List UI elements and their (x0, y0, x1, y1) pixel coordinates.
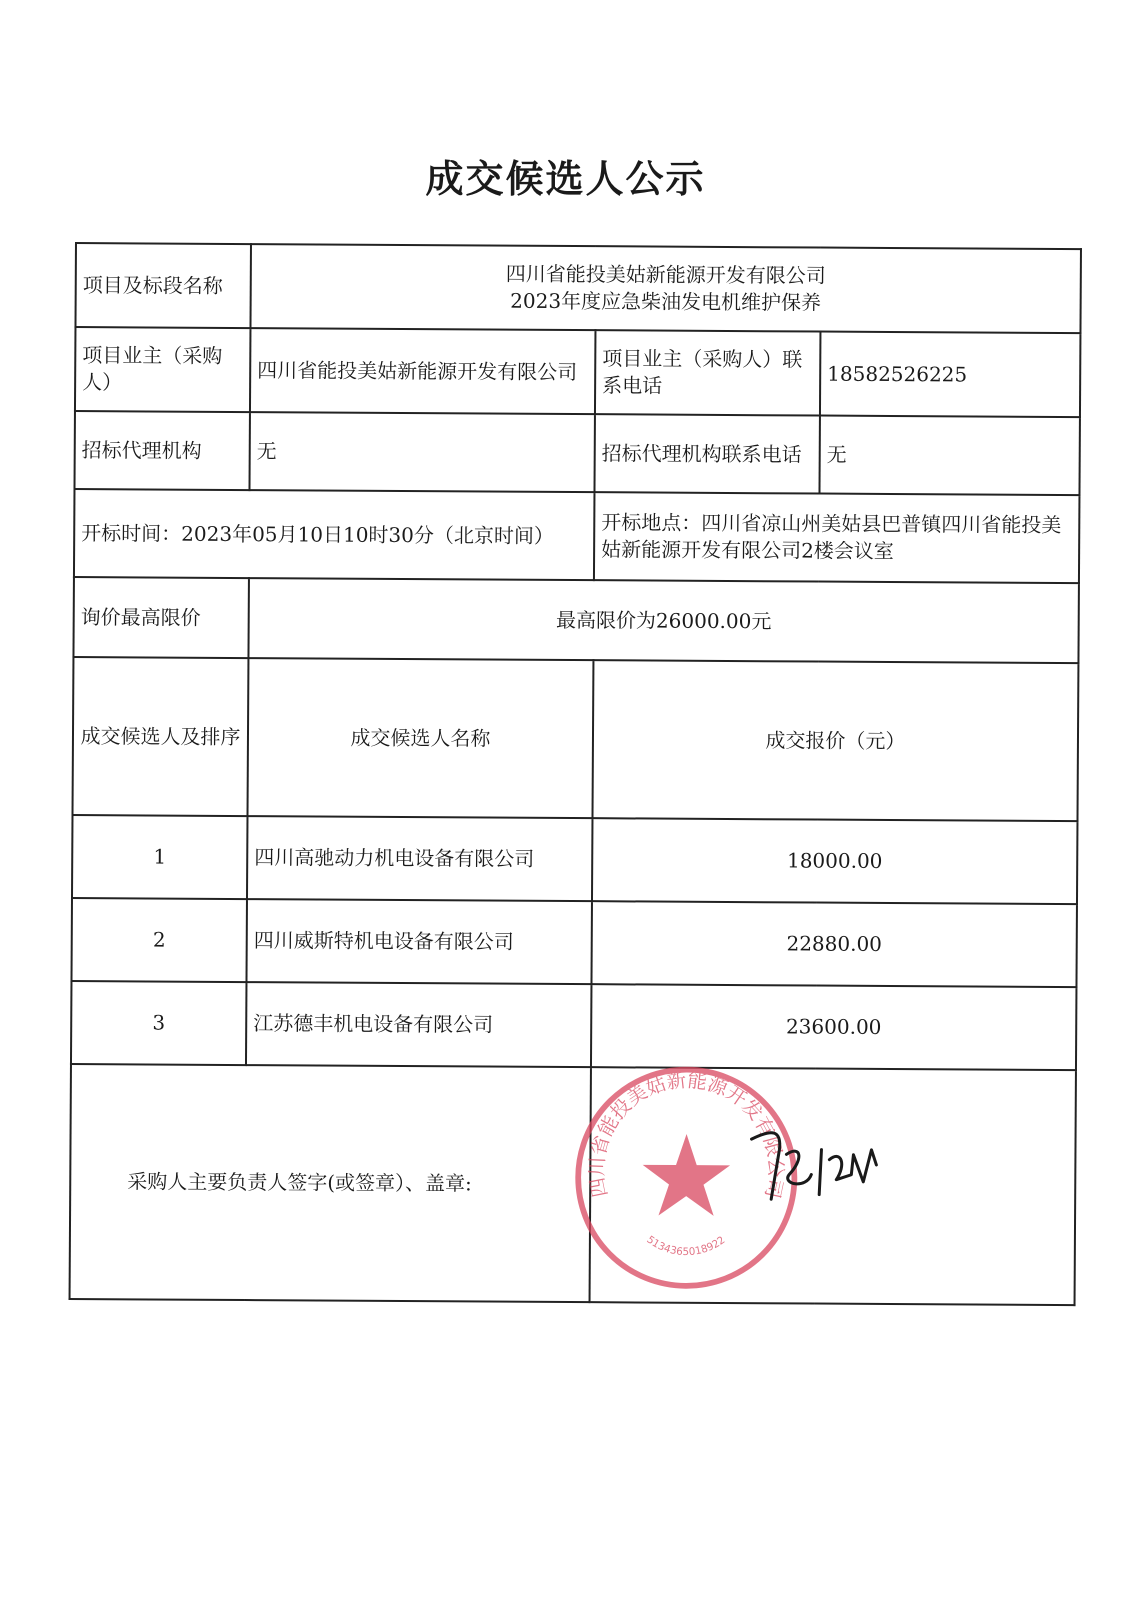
signature-row (70, 1064, 1076, 1305)
header-rank: 成交候选人及排序 (72, 657, 248, 816)
candidate-rank: 3 (71, 981, 247, 1065)
header-name: 成交候选人名称 (247, 658, 593, 818)
seal-number: 5134365018922 (644, 1233, 728, 1259)
candidate-name: 四川高驰动力机电设备有限公司 (247, 816, 593, 901)
table-row (71, 981, 1077, 1070)
seal-text: 四川省能投美姑新能源开发有限公司 (585, 1068, 788, 1201)
table-row (72, 815, 1078, 904)
signature-label: 采购人主要负责人签字(或签章）、盖章: (70, 1064, 591, 1302)
opening-time: 开标时间：2023年05月10日10时30分（北京时间） (74, 489, 595, 580)
price-limit-value: 最高限价为26000.00元 (248, 578, 1078, 663)
handwritten-signature (741, 1119, 892, 1210)
agency-phone-label: 招标代理机构联系电话 (594, 414, 819, 493)
candidate-price: 22880.00 (591, 901, 1077, 987)
project-value-line1: 四川省能投美姑新能源开发有限公司 (505, 261, 826, 288)
candidate-price: 23600.00 (591, 984, 1077, 1070)
candidate-rank: 2 (71, 898, 247, 982)
project-value-line2: 2023年度应急柴油发电机维护保养 (510, 288, 822, 315)
opening-row (74, 489, 1080, 583)
owner-label: 项目业主（采购人） (75, 327, 251, 412)
seal-star (642, 1134, 730, 1216)
project-row (75, 243, 1081, 333)
price-limit-row (73, 577, 1078, 663)
candidate-name: 江苏德丰机电设备有限公司 (246, 982, 592, 1067)
signature-area (585, 1067, 1076, 1305)
announcement-form (69, 242, 1082, 1306)
header-price: 成交报价（元） (592, 660, 1078, 821)
candidate-price: 18000.00 (592, 818, 1078, 904)
owner-phone: 18582526225 (820, 332, 1081, 418)
page-title: 成交候选人公示 (425, 157, 706, 201)
project-label: 项目及标段名称 (75, 243, 251, 328)
agency-label: 招标代理机构 (74, 411, 249, 490)
project-value (250, 244, 1081, 333)
price-limit-label: 询价最高限价 (73, 577, 248, 658)
opening-place: 开标地点：四川省凉山州美姑县巴普镇四川省能投美姑新能源开发有限公司2楼会议室 (594, 492, 1080, 583)
candidate-rank: 1 (72, 815, 248, 899)
owner-value: 四川省能投美姑新能源开发有限公司 (250, 328, 596, 414)
table-row (71, 898, 1077, 987)
owner-row (75, 327, 1081, 417)
candidates-header-row (72, 657, 1078, 821)
candidate-name: 四川威斯特机电设备有限公司 (246, 899, 592, 984)
agency-row (74, 411, 1079, 495)
agency-value: 无 (249, 412, 594, 492)
agency-phone: 无 (819, 416, 1079, 496)
owner-phone-label: 项目业主（采购人）联系电话 (595, 330, 821, 415)
